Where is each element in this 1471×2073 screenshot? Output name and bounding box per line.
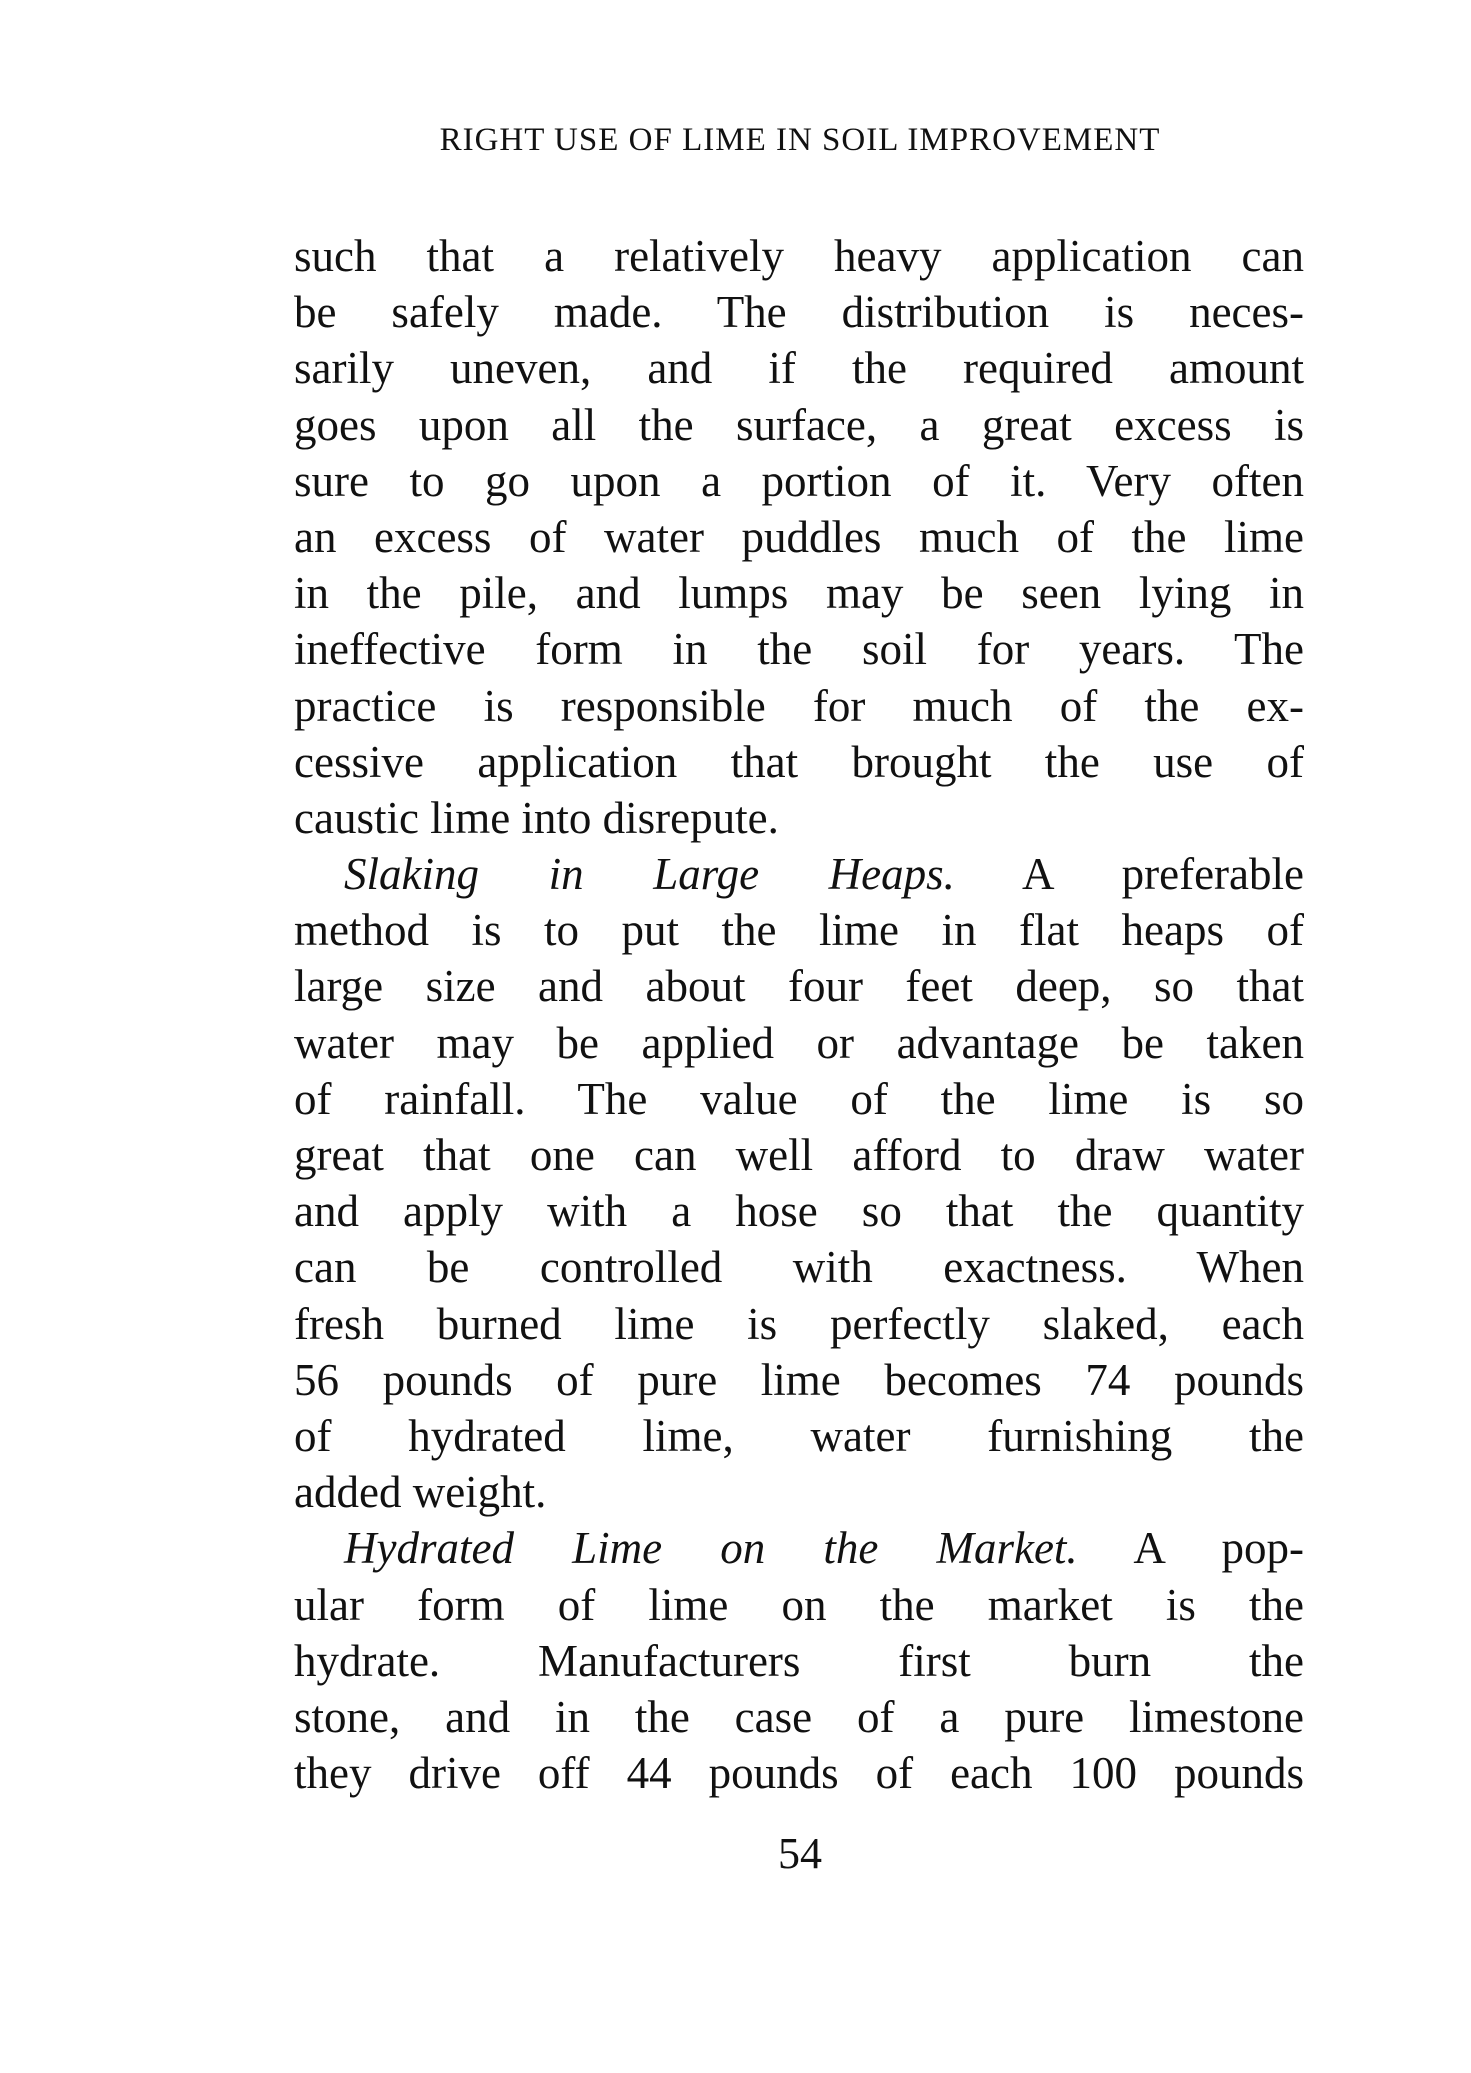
text-line: [294, 958, 1304, 1014]
line-text: in the pile, and lumps may be seen lying in: [294, 568, 1304, 619]
line-text: hydrate. Manufacturers first burn the: [294, 1635, 1304, 1686]
text-line: [294, 565, 1304, 621]
body-text: [294, 228, 1304, 1801]
text-line: [294, 397, 1304, 453]
line-text: stone, and in the case of a pure limestone: [294, 1691, 1304, 1742]
line-text: added weight.: [294, 1467, 547, 1518]
text-line: [294, 1127, 1304, 1183]
line-text: sarily uneven, and if the required amount: [294, 343, 1304, 394]
text-line: [294, 1577, 1304, 1633]
line-text: fresh burned lime is perfectly slaked, each: [294, 1298, 1304, 1349]
text-line: [294, 1239, 1304, 1295]
line-text: great that one can well afford to draw water: [294, 1130, 1304, 1180]
text-line: [294, 1296, 1304, 1352]
text-line: [294, 1633, 1304, 1689]
line-text: water may be applied or advantage be taken: [294, 1017, 1304, 1068]
text-line: [294, 228, 1304, 284]
line-text: of hydrated lime, water furnishing the: [294, 1410, 1304, 1461]
line-text: can be controlled with exactness. When: [294, 1242, 1304, 1293]
line-text: they drive off 44 pounds of each 100 pounds: [294, 1748, 1304, 1799]
text-line: [294, 1015, 1304, 1071]
line-text: and apply with a hose so that the quantity: [294, 1186, 1304, 1237]
line-text: such that a relatively heavy application can: [294, 231, 1304, 281]
text-line: [294, 340, 1304, 396]
line-text: cessive application that brought the use of: [294, 736, 1304, 787]
line-text: A preferable: [954, 849, 1304, 900]
text-line: [294, 1071, 1304, 1127]
line-text: ular form of lime on the market is the: [294, 1579, 1304, 1630]
text-line: [294, 902, 1304, 958]
text-line: [294, 678, 1304, 734]
line-text: of rainfall. The value of the lime is so: [294, 1073, 1304, 1124]
page-number: [0, 1828, 1471, 1879]
line-text: practice is responsible for much of the ex-: [294, 680, 1304, 731]
text-line: [294, 1352, 1304, 1408]
line-text: method is to put the lime in flat heaps of: [294, 905, 1304, 956]
running-header: RIGHT USE OF LIME IN SOIL IMPROVEMENT: [439, 122, 1161, 158]
section-heading: Slaking in Large Heaps.: [344, 849, 955, 900]
text-line: [294, 453, 1304, 509]
text-line: [294, 1464, 1304, 1520]
line-text: caustic lime into disrepute.: [294, 792, 779, 843]
line-text: large size and about four feet deep, so that: [294, 961, 1304, 1012]
text-line: [294, 1689, 1304, 1745]
line-text: A pop-: [1077, 1523, 1304, 1574]
line-text: goes upon all the surface, a great excess is: [294, 399, 1304, 450]
page-number-text: 54: [778, 1829, 822, 1878]
text-line: [294, 1520, 1304, 1576]
text-line: [294, 790, 1304, 846]
text-line: [294, 509, 1304, 565]
section-heading: Hydrated Lime on the Market.: [344, 1523, 1078, 1574]
line-text: be safely made. The distribution is neces-: [294, 287, 1304, 338]
text-line: [294, 1408, 1304, 1464]
text-line: [294, 284, 1304, 340]
line-text: ineffective form in the soil for years. The: [294, 624, 1304, 675]
text-line: [294, 1745, 1304, 1801]
line-text: 56 pounds of pure lime becomes 74 pounds: [294, 1354, 1304, 1405]
text-line: [294, 734, 1304, 790]
line-text: an excess of water puddles much of the lime: [294, 511, 1304, 562]
text-line: [294, 846, 1304, 902]
text-line: [294, 621, 1304, 677]
line-text: sure to go upon a portion of it. Very often: [294, 455, 1304, 506]
text-line: [294, 1183, 1304, 1239]
